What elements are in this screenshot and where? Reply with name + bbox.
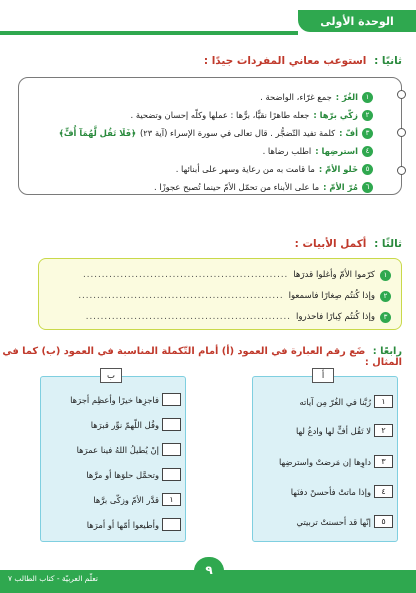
column-b [40,376,186,542]
column-b-item [70,393,159,407]
column-b-answer-box[interactable]: ١ [162,493,181,506]
column-a-number: ٤ [374,485,393,498]
column-b-item [86,468,159,482]
column-b-answer-box[interactable] [162,468,181,481]
column-a-head: أ [312,368,334,383]
vocab-meaning: جمع غرّاء، الواضحة . [260,92,332,102]
section2-label: ثانيًا : [374,55,402,67]
section3-heading: أكمل الأبيات : [294,238,367,250]
column-b-text: قدَّر الأمّ وزكّى برَّها [93,495,159,505]
vocab-box [18,77,402,195]
vocab-item [29,178,373,196]
vocab-term: الغُرّ : [335,92,358,102]
vocab-term: زكّي برّها : [313,110,358,120]
vocab-meaning: جعله طاهرًا نقيًّا، برًّها : عملها وكلّه إحسان وتضحية . [130,110,310,120]
column-b-answer-box[interactable] [162,518,181,531]
item-number: ٢ [380,291,391,302]
section4-heading: ضَع رقم العبارة في العمود (أ) أمام التّكملة المناسبة في العمود (ب) كما في المثال : [2,346,402,368]
section3-label: ثالثًا : [374,238,402,250]
item-number: ٤ [362,146,373,157]
answer-blank[interactable]: ....................................................... [78,291,284,301]
vocab-term: خَلو الأمّ : [318,164,358,174]
section4-label: رابعًا : [372,346,402,357]
verse-first-half: وإذا كُنتُم كِبارًا فاحذروا [295,312,375,322]
column-a-text: إنّها قد أحسنتْ تربيتي [296,517,371,527]
column-b-head: ب [100,368,122,383]
verse-first-half: كرّموا الأمّ وأغلوا قدرَها [293,270,375,280]
binder-ring [397,128,406,137]
column-a-number: ٣ [374,455,393,468]
column-b-item [87,518,159,532]
item-number: ٦ [362,182,373,193]
column-b-text: وأطيعوا أمّها أو أمرَها [86,520,159,530]
column-b-item [77,443,159,457]
section2-heading: استوعب معاني المفردات جيدًا : [203,55,367,67]
column-a-text: داوِها إن مَرضتْ واسترضِها [278,457,371,467]
verse-item [49,307,391,328]
vocab-meaning: كلمة تفيد التّضجُّر . قال تعالى في سورة الإسراء (آية ٢٣) [140,128,336,138]
column-a-item [291,485,371,499]
column-b-answer-box[interactable] [162,443,181,456]
column-a-text: رُبَّنا في الغُرّ مِن آياته [299,397,371,407]
column-a-item [299,395,371,409]
unit-label: الوحدة الأولى [320,14,394,28]
section4-title [0,346,402,368]
column-b-text: فاجزِها خيرًا وأعظِم أجرَها [70,395,159,405]
vocab-meaning: ما على الأبناء من تحمّل الأمّ حينما تُصبح عجوزًا . [153,182,320,192]
verses-list [49,265,391,328]
binder-ring [397,90,406,99]
column-a-item [279,455,371,469]
column-a-item [297,515,372,529]
vocab-meaning: ما قامت به من رعاية وسهر على أبنائها . [175,164,315,174]
page-number: ٩ [194,557,224,583]
quran-verse: ﴿فَلَا تَقُل لَّهُمَآ أُفٍّ﴾ [58,128,136,138]
column-a-text: وإذا ماتتْ فأحسنْ دفنَها [290,487,371,497]
column-a-number: ٥ [374,515,393,528]
column-a-text: لا تَقُل أفٍّ لها وادعُ لها [295,426,371,436]
item-number: ١ [362,92,373,103]
verse-item [49,265,391,286]
binder-ring [397,166,406,175]
column-b-text: وتحمَّل حلوَها أو مرَّها [86,470,159,480]
column-a [252,376,398,542]
vocab-item [29,160,373,178]
vocab-item [29,124,373,142]
vocab-term: أفّ : [339,128,358,138]
column-b-item [93,493,159,507]
column-a-number: ٢ [374,424,393,437]
item-number: ٥ [362,164,373,175]
answer-blank[interactable]: ....................................................... [85,312,291,322]
vocab-term: مُرّ الأمّ : [323,182,358,192]
vocab-item [29,142,373,160]
verse-item [49,286,391,307]
header-rule [0,31,298,35]
item-number: ١ [380,270,391,281]
vocab-item [29,106,373,124]
book-title: تعلّم العربيّة - كتاب الطالب ٧ [8,574,98,583]
section3-title [295,238,402,250]
section2-title [204,55,402,67]
item-number: ٣ [362,128,373,139]
verses-box [38,258,402,330]
column-b-answer-box[interactable] [162,393,181,406]
answer-blank[interactable]: ....................................................... [83,270,289,280]
item-number: ٣ [380,312,391,323]
column-b-text: وقُل اللّهمّ نوِّر قبرَها [90,420,159,430]
vocab-term: استرضِها : [315,146,358,156]
item-number: ٢ [362,110,373,121]
vocab-meaning: اطلب رضاها . [262,146,312,156]
column-a-item [296,424,371,438]
column-b-answer-box[interactable] [162,418,181,431]
verse-first-half: وإذا كُنتُم صِغارًا فاسمعوا [288,291,375,301]
vocab-list [29,88,373,196]
vocab-item [29,88,373,106]
unit-tab [298,10,416,32]
column-b-text: إنْ يُطيلُ اللهُ فينا عمرَها [76,445,159,455]
column-b-item [91,418,159,432]
column-a-number: ١ [374,395,393,408]
